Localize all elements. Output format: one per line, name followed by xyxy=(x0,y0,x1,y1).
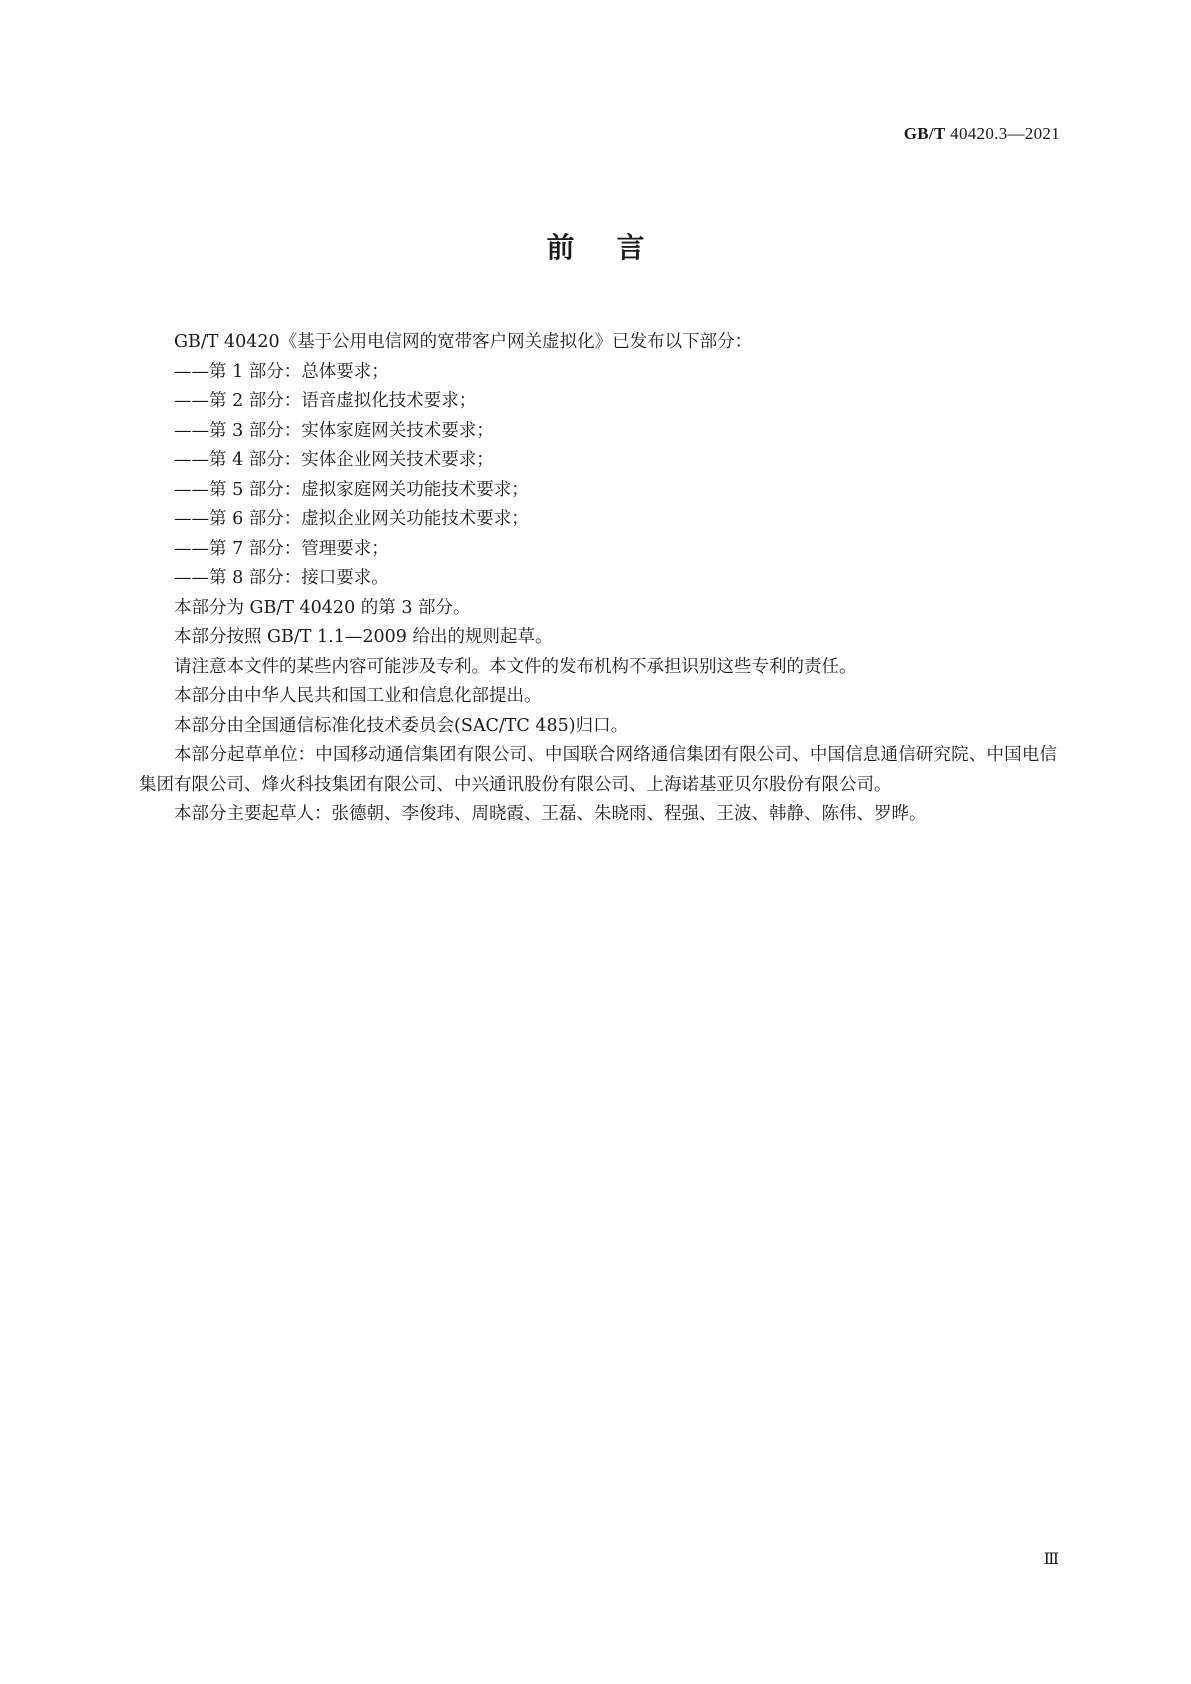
part-list-item: ——第 3 部分：实体家庭网关技术要求； xyxy=(174,420,494,441)
part-of-paragraph: 本部分为 GB/T 40420 的第 3 部分。 xyxy=(174,597,471,618)
page-title: 前言 xyxy=(546,231,687,264)
drafting-units-paragraph: 本部分起草单位：中国移动通信集团有限公司、中国联合网络通信集团有限公司、中国信息通信研究院、中国电信集团有限公司、烽火科技集团有限公司、中兴通讯股份有限公司、上海诺基亚贝尔股份有限公司。 xyxy=(139,745,1057,795)
standard-code-number: 40420.3—2021 xyxy=(945,124,1060,143)
drafters-paragraph: 本部分主要起草人：张德朝、李俊玮、周晓霞、王磊、朱晓雨、程强、王波、韩静、陈伟、罗晔。 xyxy=(174,804,927,824)
foreword-body xyxy=(139,328,1057,830)
page-number: Ⅲ xyxy=(1043,1551,1059,1568)
patent-notice-paragraph: 请注意本文件的某些内容可能涉及专利。本文件的发布机构不承担识别这些专利的责任。 xyxy=(174,656,857,677)
part-list-item: ——第 1 部分：总体要求； xyxy=(174,361,389,382)
part-list-item: ——第 8 部分：接口要求。 xyxy=(174,568,389,588)
proposed-by-paragraph: 本部分由中华人民共和国工业和信息化部提出。 xyxy=(174,686,542,706)
standard-code-prefix: GB/T xyxy=(903,124,946,143)
part-list-item: ——第 2 部分：语音虚拟化技术要求； xyxy=(174,391,477,411)
part-list-item: ——第 7 部分：管理要求； xyxy=(174,538,389,559)
managed-by-paragraph: 本部分由全国通信标准化技术委员会(SAC/TC 485)归口。 xyxy=(174,715,629,736)
intro-paragraph: GB/T 40420《基于公用电信网的宽带客户网关虚拟化》已发布以下部分： xyxy=(174,332,753,352)
drafting-rules-paragraph: 本部分按照 GB/T 1.1—2009 给出的规则起草。 xyxy=(174,627,553,647)
part-list-item: ——第 4 部分：实体企业网关技术要求； xyxy=(174,450,494,470)
standard-code xyxy=(904,124,1060,144)
part-list-item: ——第 6 部分：虚拟企业网关功能技术要求； xyxy=(174,509,529,529)
part-list-item: ——第 5 部分：虚拟家庭网关功能技术要求； xyxy=(174,479,529,500)
